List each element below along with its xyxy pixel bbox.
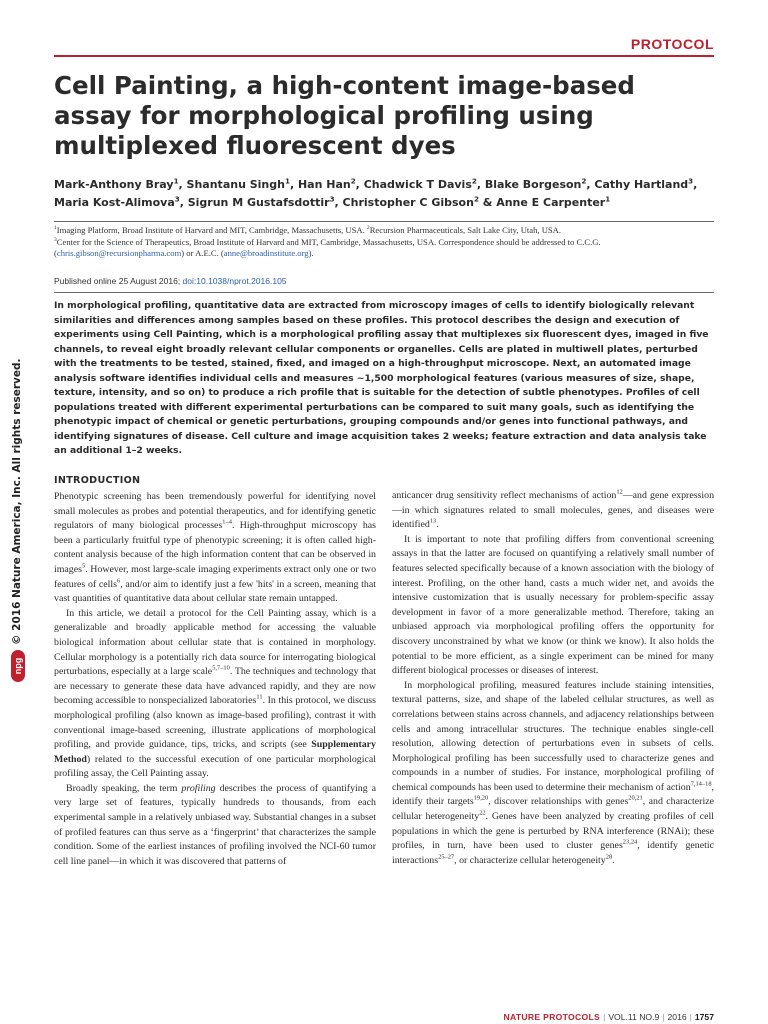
affiliation-marker: 1 xyxy=(605,194,611,204)
article-title: Cell Painting, a high-content image-based assay for morphological profiling using multiplexed fluorescent dyes xyxy=(54,71,635,160)
citation[interactable]: 28 xyxy=(605,853,613,861)
citation[interactable]: 6 xyxy=(116,577,121,585)
affiliations: $^1$Imaging Platform, Broad Institute of Harvard and MIT, Cambridge, Massachusetts, USA. $^2$Recursion Pharmaceuticals, Salt Lake City, Utah, USA. $^3$Center for the Science of Therapeutics, Broad Institute of Harvard and MIT, Cambridge, Massachusetts, USA. Correspondence should be addressed to C.C.G. (chris.gibson@recursionpharma.com) or A.E.C. (anne@broadinstitute.org). xyxy=(54,225,601,258)
email-link-carpenter[interactable]: anne@broadinstitute.org xyxy=(223,248,309,258)
article-type-label: PROTOCOL xyxy=(630,36,714,52)
section-heading-introduction: INTRODUCTION xyxy=(54,475,141,486)
affiliation-marker: 3 xyxy=(54,236,57,243)
affiliation-marker: 3 xyxy=(174,194,180,204)
header-rule xyxy=(54,55,714,57)
paragraph: It is important to note that profiling differs from conventional screening assays in that the latter are focused on quantifying a relatively small number of features selected specifically because of a known association with the biology of interest. Profiling, on the other hand, casts a much wider net, and avoids the intensive customization that is usually necessary for problem-specific assay development in favor of a more generalizable method. Therefore, taking an unbiased approach via morphological profiling offers the opportunity for discovery unconstrained by what we know (or think we know). It also holds the potential to be more efficient, as a single experiment can be mined for many different biological processes or diseases of interest. xyxy=(392,533,714,677)
affiliation-marker: 3 xyxy=(329,194,335,204)
affiliation-3: Center for the Science of Therapeutics, Broad Institute of Harvard and MIT, Cambridge, Massachusetts, USA. Correspondence should be addressed to C.C.G. ( xyxy=(54,236,601,258)
citation[interactable]: 19,20 xyxy=(473,795,489,803)
citation[interactable]: 5 xyxy=(81,562,86,570)
citation[interactable]: 12 xyxy=(616,488,623,496)
body-column-left xyxy=(54,474,376,869)
author-name: Maria Kost-Alimova xyxy=(54,196,175,209)
affiliation-marker: 1 xyxy=(173,176,179,186)
citation[interactable]: 22 xyxy=(479,809,486,817)
citation[interactable]: 20,21 xyxy=(628,795,643,803)
citation[interactable]: 5,7–10 xyxy=(212,664,230,672)
citation[interactable]: 7,14–18 xyxy=(690,780,712,788)
supplementary-method-ref[interactable]: Supplementary Method xyxy=(54,739,376,765)
affiliation-marker: 2 xyxy=(350,176,356,186)
npg-logo: npg xyxy=(11,650,25,682)
affiliation-marker: 2 xyxy=(366,225,370,232)
author-name: Anne E Carpenter xyxy=(496,196,606,209)
copyright-notice: © 2016 Nature America, Inc. All rights reserved. xyxy=(11,358,23,645)
body-column-right xyxy=(392,489,714,868)
abstract: In morphological profiling, quantitative data are extracted from microscopy images of cells to identify biologically relevant similarities and differences among samples based on these profiles. This protocol describes the design and execution of experiments using Cell Painting, which is a morphological profiling assay that multiplexes six fluorescent dyes, imaged in five channels, to reveal eight broadly relevant cellular components or organelles. Cells are plated in multiwell plates, perturbed with the treatments to be tested, stained, fixed, and imaged on a high-throughput microscope. Next, an automated image analysis software identifies individual cells and measures ~1,500 morphological features (various measures of size, shape, texture, intensity, and so on) to produce a rich profile that is suitable for the detection of subtle phenotypes. Profiles of cell populations treated with different experimental perturbations can be compared to suit many goals, such as identifying the phenotypic impact of chemical or genetic perturbations, grouping compounds and/or genes into functional pathways, and identifying signatures of disease. Cell culture and image acquisition takes 2 weeks; feature extraction and data analysis take an additional 1–2 weeks. xyxy=(54,300,709,456)
affiliation-1: Imaging Platform, Broad Institute of Harvard and MIT, Cambridge, Massachusetts, USA. xyxy=(56,225,367,235)
author-list: Mark-Anthony Bray$^1$, Shantanu Singh$^1$, Han Han$^2$, Chadwick T Davis$^2$, Blake Borgeson$^2$, Cathy Hartland$^3$, Maria Kost-Alimova$^3$, Sigrun M Gustafsdottir$^3$, Christopher C Gibson$^2$ & Anne E Carpenter$^1$ xyxy=(54,176,698,209)
doi-link[interactable]: doi:10.1038/nprot.2016.105 xyxy=(182,276,287,286)
paragraph: In morphological profiling, measured features include staining intensities, textural patterns, size, and shape of the labeled cellular structures, as well as correlations between stains across channels, and adjacency relationships between cells and among intracellular structures. The technique enables single-cell resolution, allowing detection of perturbations even in subsets of cells. Morphological profiling has been successfully used to characterize genes and compounds in a number of studies. For instance, morphological profiling of chemical compounds has been used to determine their mechanism of action$^{7,14-18}$, identify their targets$^{19,20}$, discover relationships with genes$^{20,21}$, and characterize cellular heterogeneity$^{22}$. Genes have been analyzed by creating profiles of cell populations in which the gene is perturbed by RNA interference (RNAi); these profiles, in turn, have been used to cluster genes$^{23,24}$, identify genetic interactions$^{25-27}$, or characterize cellular heterogeneity$^{28}$. xyxy=(392,679,715,866)
page-number: 1757 xyxy=(694,1012,714,1022)
paragraph: anticancer drug sensitivity reflect mechanisms of action$^{12}$—and gene expression—in which signatures related to small molecules, genes, and diseases were identified$^{13}$. xyxy=(392,488,715,531)
author-name: Cathy Hartland xyxy=(594,178,689,191)
author-name: Mark-Anthony Bray xyxy=(54,178,174,191)
volume-issue: VOL.11 NO.9 xyxy=(608,1012,660,1022)
citation[interactable]: 1–4 xyxy=(222,518,232,526)
paragraph: In this article, we detail a protocol for the Cell Painting assay, which is a generalizable and broadly applicable method for accessing the valuable biological information about cellular state that is contained in morphology. Cellular morphology is a potentially rich data source for interrogating biological perturbations, especially at a large scale$^{5,7-10}$. The techniques and technology that are necessary to generate these data have advanced rapidly, and they are now becoming accessible to nonspecialized laboratories$^{11}$. In this protocol, we discuss morphological profiling (also known as image-based profiling), contrast it with conventional image-based screening, illustrate applications of morphological profiling, and provide guidance, tips, tricks, and scripts (see Supplementary Method) related to the successful execution of one particular morphological profiling assay, the Cell Painting assay. xyxy=(54,607,376,780)
citation[interactable]: 25–27 xyxy=(438,853,455,861)
journal-name: NATURE PROTOCOLS xyxy=(503,1012,601,1022)
affiliation-marker: 2 xyxy=(473,194,479,204)
author-name: Blake Borgeson xyxy=(484,178,582,191)
author-name: Shantanu Singh xyxy=(186,178,285,191)
email-link-gibson[interactable]: chris.gibson@recursionpharma.com xyxy=(56,248,182,258)
citation[interactable]: 13 xyxy=(429,517,437,525)
page-footer: NATURE PROTOCOLS | VOL.11 NO.9 | 2016 | 1757 xyxy=(503,1012,714,1022)
citation[interactable]: 23,24 xyxy=(622,838,638,846)
author-name: Han Han xyxy=(297,178,351,191)
paragraph: Broadly speaking, the term profiling describes the process of quantifying a very large set of features, typically hundreds to thousands, from each experimental sample in a relatively unbiased way. Substantial changes in a subset of profiled features can thus serve as a ‘fingerprint’ that characterizes the sample condition. Some of the earliest instances of profiling involved the NCI-60 tumor cell line panel—in which it was discovered that patterns of xyxy=(54,782,376,867)
paragraph: Phenotypic screening has been tremendously powerful for identifying novel small molecules as probes and potential therapeutics, and for identifying genetic regulators of many biological processes$^{1-4}$. High-throughput microscopy has been a particularly fruitful type of phenotypic screening; it is often called high-content analysis because of the high information content that can be observed in images$^5$. However, most large-scale imaging experiments extract only one or two features of cells$^6$, and/or aim to identify just a few 'hits' in a screen, meaning that vast quantities of quantitative data about cellular state remain untapped. xyxy=(54,491,376,605)
publication-info xyxy=(54,276,714,286)
published-date: Published online 25 August 2016; xyxy=(54,276,183,286)
affiliation-marker: 2 xyxy=(581,176,587,186)
affiliation-marker: 2 xyxy=(471,176,477,186)
year: 2016 xyxy=(667,1012,687,1022)
citation[interactable]: 11 xyxy=(256,694,263,702)
affiliation-divider xyxy=(54,221,714,222)
affiliation-marker: 1 xyxy=(284,176,290,186)
author-name: Sigrun M Gustafsdottir xyxy=(187,196,330,209)
affiliation-2: Recursion Pharmaceuticals, Salt Lake City, Utah, USA. xyxy=(369,225,562,235)
author-name: Chadwick T Davis xyxy=(363,178,472,191)
affiliation-marker: 1 xyxy=(54,225,57,232)
affiliation-marker: 3 xyxy=(688,176,694,186)
abstract-divider xyxy=(54,292,714,293)
author-name: Christopher C Gibson xyxy=(342,196,474,209)
